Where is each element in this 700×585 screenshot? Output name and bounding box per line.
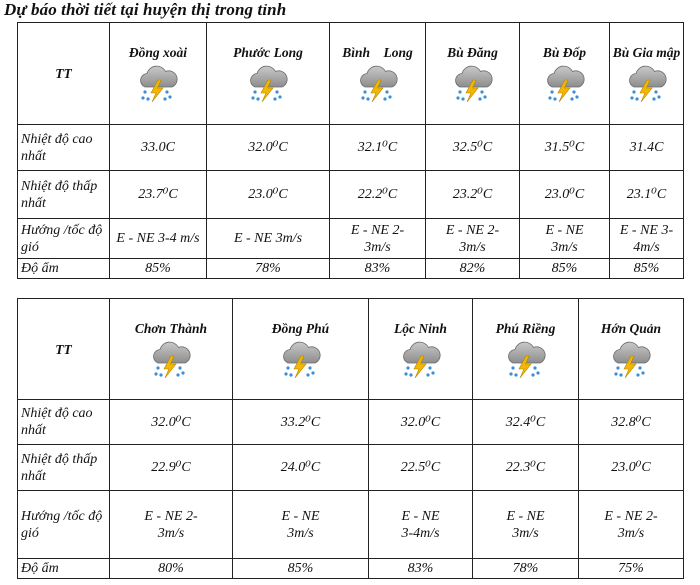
min-temp-cell: 23.0⁰C [520, 171, 610, 219]
min-temp-cell: 23.0⁰C [579, 445, 684, 491]
thunderstorm-rain-icon [579, 339, 683, 379]
district-name: Đồng xoài [128, 45, 188, 60]
thunderstorm-rain-icon [610, 63, 683, 103]
thunderstorm-rain-icon [110, 339, 232, 379]
district-name: Phú Riềng [495, 320, 556, 336]
max-temp-cell: 31.5⁰C [520, 125, 610, 171]
row-label-min-temp: Nhiệt độ thấp nhất [18, 445, 110, 491]
district-cell [579, 299, 684, 400]
thunderstorm-rain-icon [473, 339, 578, 379]
district-cell [369, 299, 473, 400]
district-name: Bù Gia mập [612, 45, 681, 60]
max-temp-cell: 32.8⁰C [579, 400, 684, 445]
min-temp-cell: 23.7⁰C [110, 171, 207, 219]
row-label-humidity: Độ ẩm [18, 559, 110, 579]
row-label-wind: Hướng /tốc độ gió [18, 491, 110, 559]
max-temp-cell: 33.0C [110, 125, 207, 171]
district-cell [520, 23, 610, 125]
wind-cell: E - NE 3m/s [233, 491, 369, 559]
max-temp-cell: 32.0⁰C [110, 400, 233, 445]
district-cell [426, 23, 520, 125]
thunderstorm-rain-icon [520, 63, 609, 103]
row-label-humidity: Độ ẩm [18, 259, 110, 279]
max-temp-cell: 33.2⁰C [233, 400, 369, 445]
district-cell [110, 23, 207, 125]
humidity-cell: 85% [610, 259, 684, 279]
district-name: Bù Đăng [447, 45, 498, 60]
district-cell [207, 23, 330, 125]
humidity-cell: 83% [330, 259, 426, 279]
district-cell [330, 23, 426, 125]
forecast-table-1 [17, 22, 684, 279]
humidity-cell: 75% [579, 559, 684, 579]
humidity-cell: 85% [233, 559, 369, 579]
min-temp-cell: 22.3⁰C [473, 445, 579, 491]
min-temp-cell: 23.2⁰C [426, 171, 520, 219]
humidity-cell: 82% [426, 259, 520, 279]
tt-header: TT [18, 299, 110, 400]
table-header-row [18, 23, 684, 125]
district-cell [110, 299, 233, 400]
district-cell [233, 299, 369, 400]
forecast-table-2 [17, 298, 684, 579]
table-row [18, 445, 684, 491]
district-name: Lộc Ninh [394, 320, 447, 336]
humidity-cell: 78% [473, 559, 579, 579]
district-name: Đồng Phú [271, 320, 330, 336]
table-row [18, 491, 684, 559]
district-name: Hớn Quản [600, 320, 662, 336]
wind-cell: E - NE 3m/s [207, 219, 330, 259]
table-row [18, 400, 684, 445]
max-temp-cell: 32.4⁰C [473, 400, 579, 445]
district-cell [610, 23, 684, 125]
humidity-cell: 78% [207, 259, 330, 279]
min-temp-cell: 23.0⁰C [207, 171, 330, 219]
tt-header: TT [18, 23, 110, 125]
thunderstorm-rain-icon [369, 339, 472, 379]
table-header-row [18, 299, 684, 400]
min-temp-cell: 24.0⁰C [233, 445, 369, 491]
max-temp-cell: 32.1⁰C [330, 125, 426, 171]
table-row [18, 171, 684, 219]
wind-cell: E - NE 2-3m/s [426, 219, 520, 259]
thunderstorm-rain-icon [207, 63, 329, 103]
min-temp-cell: 23.1⁰C [610, 171, 684, 219]
min-temp-cell: 22.9⁰C [110, 445, 233, 491]
thunderstorm-rain-icon [426, 63, 519, 103]
row-label-max-temp: Nhiệt độ cao nhất [18, 125, 110, 171]
district-cell [473, 299, 579, 400]
thunderstorm-rain-icon [330, 63, 425, 103]
max-temp-cell: 31.4C [610, 125, 684, 171]
row-label-max-temp: Nhiệt độ cao nhất [18, 400, 110, 445]
min-temp-cell: 22.2⁰C [330, 171, 426, 219]
wind-cell: E - NE 2-3m/s [579, 491, 684, 559]
district-name: Bình Long [342, 45, 413, 60]
wind-cell: E - NE 3m/s [520, 219, 610, 259]
humidity-cell: 80% [110, 559, 233, 579]
page-title: Dự báo thời tiết tại huyện thị trong tỉnh [4, 0, 287, 19]
table-row [18, 259, 684, 279]
humidity-cell: 85% [520, 259, 610, 279]
wind-cell: E - NE 3-4m/s [610, 219, 684, 259]
table-row [18, 219, 684, 259]
thunderstorm-rain-icon [233, 339, 368, 379]
max-temp-cell: 32.0⁰C [207, 125, 330, 171]
max-temp-cell: 32.5⁰C [426, 125, 520, 171]
wind-cell: E - NE 3-4m/s [369, 491, 473, 559]
humidity-cell: 85% [110, 259, 207, 279]
row-label-wind: Hướng /tốc độ gió [18, 219, 110, 259]
district-name: Bù Đốp [542, 45, 587, 60]
wind-cell: E - NE 2-3m/s [330, 219, 426, 259]
row-label-min-temp: Nhiệt độ thấp nhất [18, 171, 110, 219]
thunderstorm-rain-icon [110, 63, 206, 103]
district-name: Chơn Thành [134, 320, 208, 336]
max-temp-cell: 32.0⁰C [369, 400, 473, 445]
wind-cell: E - NE 3-4 m/s [110, 219, 207, 259]
min-temp-cell: 22.5⁰C [369, 445, 473, 491]
table-row [18, 125, 684, 171]
wind-cell: E - NE 2-3m/s [110, 491, 233, 559]
wind-cell: E - NE 3m/s [473, 491, 579, 559]
district-name: Phước Long [233, 45, 303, 60]
table-row [18, 559, 684, 579]
humidity-cell: 83% [369, 559, 473, 579]
